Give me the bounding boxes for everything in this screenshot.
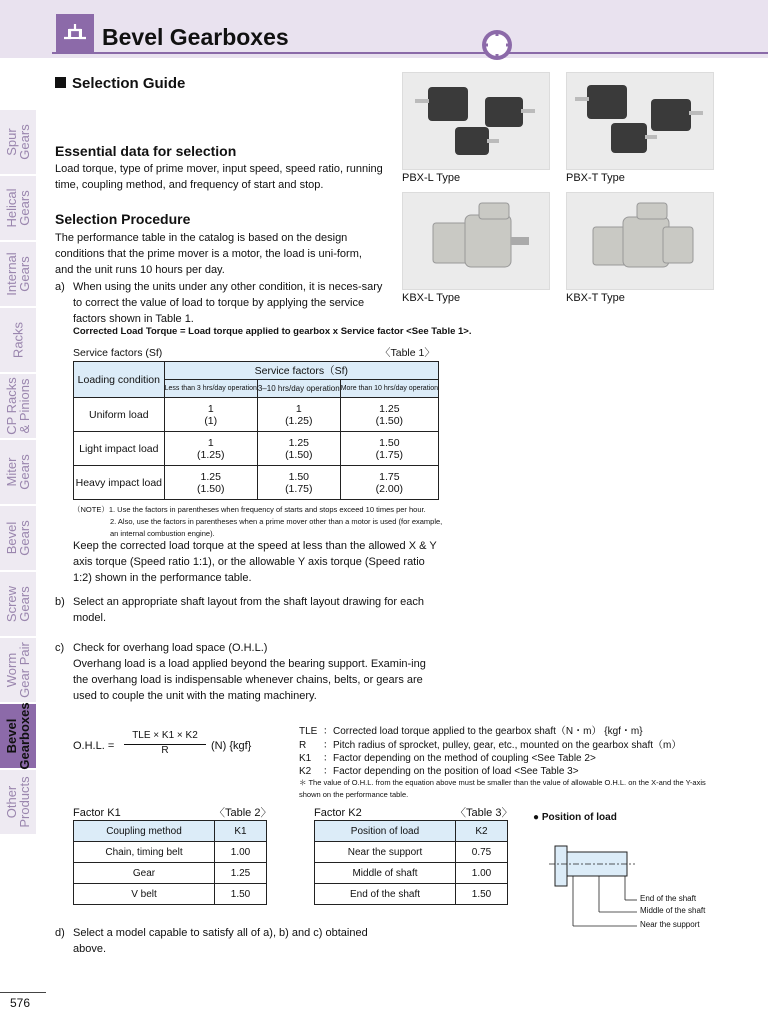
page-number: 576 [10,996,31,1010]
table1-ref: 〈Table 1〉 [380,347,435,359]
cell: 1.25 (1.50) [164,466,257,500]
ohl-denominator: R [161,745,169,756]
legend-row: K2 ：Factor depending on the position of load <See Table 3> [299,766,579,777]
step-b-label: b) [55,596,65,608]
legend-row: TLE ：Corrected load torque applied to the gearbox shaft（N・m） {kgf・m} [299,726,643,737]
header-cell: Coupling method [74,821,215,842]
row-label: Light impact load [74,432,165,466]
table-row: Near the support 0.75 [315,842,508,863]
cell: 1.50 (1.75) [340,432,438,466]
tab-label: Spur Gears [4,124,32,160]
cell: 1.50 (1.75) [257,466,340,500]
procedure-heading: Selection Procedure [55,211,191,227]
table-row: V belt 1.50 [74,884,267,905]
tab-worm-gear-pair[interactable] [0,638,36,704]
header-cell: Position of load [315,821,456,842]
tab-bevel-gears[interactable] [0,506,36,572]
tab-racks[interactable] [0,308,36,374]
step-b-text: Select an appropriate shaft layout from the shaft layout drawing for each model. [73,596,424,624]
cell: 1.25 (1.50) [257,432,340,466]
position-label: Middle of the shaft [640,906,706,915]
tab-internal-gears[interactable] [0,242,36,308]
row-label: Uniform load [74,398,165,432]
cell: 1 (1.25) [164,432,257,466]
tab-label: CP Racks & Pinions [4,377,32,435]
tab-label: Screw Gears [4,585,32,623]
position-factor-table [314,820,508,905]
header-cell: K1 [215,821,267,842]
position-title: ● Position of load [533,812,617,823]
subcol: 3–10 hrs/day operation [257,380,340,398]
col-loading: Loading condition [74,362,165,398]
tab-label: Miter Gears [4,454,32,490]
photo-kbx-t [566,192,714,290]
photo-pbx-l [402,72,550,170]
tab-label: Racks [10,321,26,359]
step-c-label: c) [55,642,65,654]
header-cell: K2 [456,821,508,842]
cell: 1 (1.25) [257,398,340,432]
table-row [74,432,439,466]
step-d-text: Select a model capable to satisfy all of a), b) and c) obtained above. [73,927,368,955]
table-row: Chain, timing belt 1.00 [74,842,267,863]
ohl-numerator: TLE × K1 × K2 [132,730,198,741]
tab-label: Bevel Gearboxes [4,702,32,770]
table1-note-2: 2. Also, use the factors in parentheses when a prime mover other than a motor is used (for example, an internal combustion engine). [110,517,443,538]
position-label: Near the support [640,920,700,929]
table1-title: Service factors (Sf) [73,347,163,359]
gear-icon [480,28,514,62]
legend-row: K1 ：Factor depending on the method of coupling <See Table 2> [299,753,596,764]
table-row: End of the shaft 1.50 [315,884,508,905]
step-c-title: Check for overhang load space (O.H.L.) [73,642,268,654]
page-title: Bevel Gearboxes [102,24,289,50]
footer-rule [0,992,46,993]
tab-helical-gears[interactable] [0,176,36,242]
photo-caption: KBX-L Type [402,292,461,304]
essential-text: Load torque, type of prime mover, input speed, speed ratio, running time, coupling method, and frequency of start and stop. [55,163,383,191]
tab-bevel-gearboxes[interactable] [0,704,36,770]
photo-pbx-t [566,72,714,170]
step-d-label: d) [55,927,65,939]
tab-screw-gears[interactable] [0,572,36,638]
col-service-factors: Service factors（Sf) [164,362,438,380]
photo-kbx-l [402,192,550,290]
cell: 1.25 (1.50) [340,398,438,432]
table-row [74,398,439,432]
tab-cp-racks[interactable] [0,374,36,440]
table2-title: Factor K1 [73,807,121,819]
section-title: Selection Guide [55,75,185,92]
legend-row: R ：Pitch radius of sprocket, pulley, gear, etc., mounted on the gearbox shaft（m） [299,740,682,751]
shaft-diagram [545,838,655,934]
row-label: Heavy impact load [74,466,165,500]
step-a-label: a) [55,281,65,293]
photo-caption: PBX-L Type [402,172,461,184]
position-label: End of the shaft [640,894,697,903]
cell: 1 (1) [164,398,257,432]
photo-caption: PBX-T Type [566,172,625,184]
subcol: More than 10 hrs/day operation [340,380,438,398]
table-row [74,466,439,500]
essential-heading: Essential data for selection [55,143,237,159]
square-bullet-icon [55,77,66,88]
procedure-intro: The performance table in the catalog is based on the design conditions that the prime mover is a motor, the load is uni-form, and the unit runs 10 hours per day. [55,232,362,276]
table3-title: Factor K2 [314,807,362,819]
tab-label: Internal Gears [4,252,32,296]
table1-note-1: （NOTE）1. Use the factors in parentheses when frequency of starts and stops exceed 10 times per hour. [73,505,426,514]
ohl-lhs: O.H.L. = [73,740,115,752]
service-factor-table [73,361,439,500]
photo-caption: KBX-T Type [566,292,625,304]
cell: 1.75 (2.00) [340,466,438,500]
formula-text: Corrected Load Torque = Load torque applied to gearbox x Service factor <See Table 1>. [73,326,472,337]
tab-label: Other Products [4,776,32,828]
tab-label: Worm Gear Pair [4,642,32,698]
subcol: Less than 3 hrs/day operation [164,380,257,398]
tab-other-products[interactable] [0,770,36,836]
tab-label: Bevel Gears [4,520,32,556]
keep-text: Keep the corrected load torque at the speed at less than the allowed X & Y axis torque (Speed ratio 1:1), or the allowable Y axis torque (Speed ratio 1:2) shown in the performance table. [73,540,437,584]
table2-ref: 〈Table 2〉 [214,807,272,819]
step-c-text: Overhang load is a load applied beyond the bearing support. Examin-ing the overhang load is indispensable whenever chains, belts, or gears are used to couple the unit with the mating machinery. [73,658,426,702]
table-row: Gear 1.25 [74,863,267,884]
tab-miter-gears[interactable] [0,440,36,506]
bullet-icon: ● [533,812,540,823]
gearbox-icon [56,14,94,52]
tab-label: Helical Gears [4,188,32,228]
tab-spur-gears[interactable] [0,110,36,176]
ohl-note: ＊ The value of O.H.L. from the equation above must be smaller than the value of allowable O.H.L. on the X-and the Y-axis shown on the performance table. [299,778,706,799]
header-rule [52,52,768,54]
coupling-factor-table [73,820,267,905]
table3-ref: 〈Table 3〉 [455,807,513,819]
step-a-text: When using the units under any other condition, it is neces-sary to correct the value of load to torque by applying the service factors shown in Table 1. [73,281,383,325]
ohl-unit: (N) {kgf} [211,740,252,752]
table-row: Middle of shaft 1.00 [315,863,508,884]
